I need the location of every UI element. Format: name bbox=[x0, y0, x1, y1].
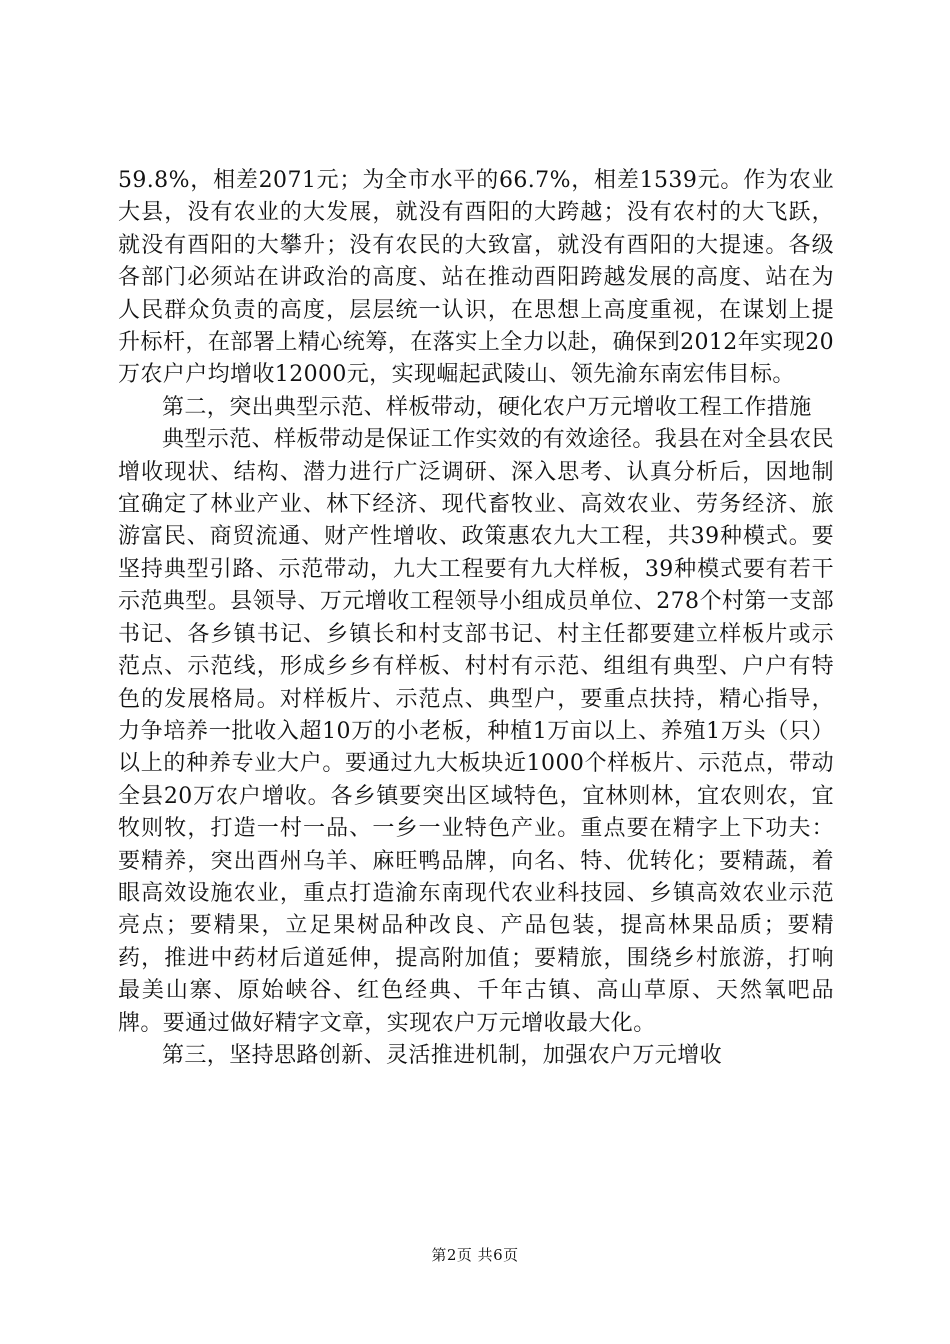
section-heading-second: 第二，突出典型示范、样板带动，硬化农户万元增收工程工作措施 bbox=[162, 394, 812, 420]
page-footer bbox=[0, 1245, 950, 1265]
document-body bbox=[118, 165, 834, 1072]
page-number: 第2页 共6页 bbox=[431, 1246, 519, 1264]
section-heading-third: 第三，坚持思路创新、灵活推进机制，加强农户万元增收 bbox=[162, 1042, 723, 1068]
paragraph-typical-demonstration: 典型示范、样板带动是保证工作实效的有效途径。我县在对全县农民增收现状、结构、潜力进行广泛调研、深入思考、认真分析后，因地制宜确定了林业产业、林下经济、现代畜牧业、高效农业、劳务经济、旅游富民、商贸流通、财产性增收、政策惠农九大工程，共39种模式。要坚持典型引路、示范带动，九大工程要有九大样板，39种模式要有若干示范典型。县领导、万元增收工程领导小组成员单位、278个村第一支部书记、各乡镇书记、乡镇长和村支部书记、村主任都要建立样板片或示范点、示范线，形成乡乡有样板、村村有示范、组组有典型、户户有特色的发展格局。对样板片、示范点、典型户，要重点扶持，精心指导，力争培养一批收入超10万的小老板，种植1万亩以上、养殖1万头（只）以上的种养专业大户。要通过九大板块近1000个样板片、示范点，带动全县20万农户增收。各乡镇要突出区域特色，宜林则林，宜农则农，宜牧则牧，打造一村一品、一乡一业特色产业。重点要在精字上下功夫：要精养，突出酉州乌羊、麻旺鸭品牌，向名、特、优转化；要精蔬，着眼高效设施农业，重点打造渝东南现代农业科技园、乡镇高效农业示范亮点；要精果，立足果树品种改良、产品包装，提高林果品质；要精药，推进中药材后道延伸，提高附加值；要精旅，围绕乡村旅游，打响最美山寨、原始峡谷、红色经典、千年古镇、高山草原、天然氧吧品牌。要通过做好精字文章，实现农户万元增收最大化。 bbox=[118, 427, 835, 1036]
paragraph-continuation: 59.8%，相差2071元；为全市水平的66.7%，相差1539元。作为农业大县，没有农业的大发展，就没有酉阳的大跨越；没有农村的大飞跃，就没有酉阳的大攀升；没有农民的大致富，就没有酉阳的大提速。各级各部门必须站在讲政治的高度、站在推动酉阳跨越发展的高度、站在为人民群众负责的高度，层层统一认识，在思想上高度重视，在谋划上提升标杆，在部署上精心统筹，在落实上全力以赴，确保到2012年实现20万农户户均增收12000元，实现崛起武陵山、领先渝东南宏伟目标。 bbox=[118, 168, 834, 388]
